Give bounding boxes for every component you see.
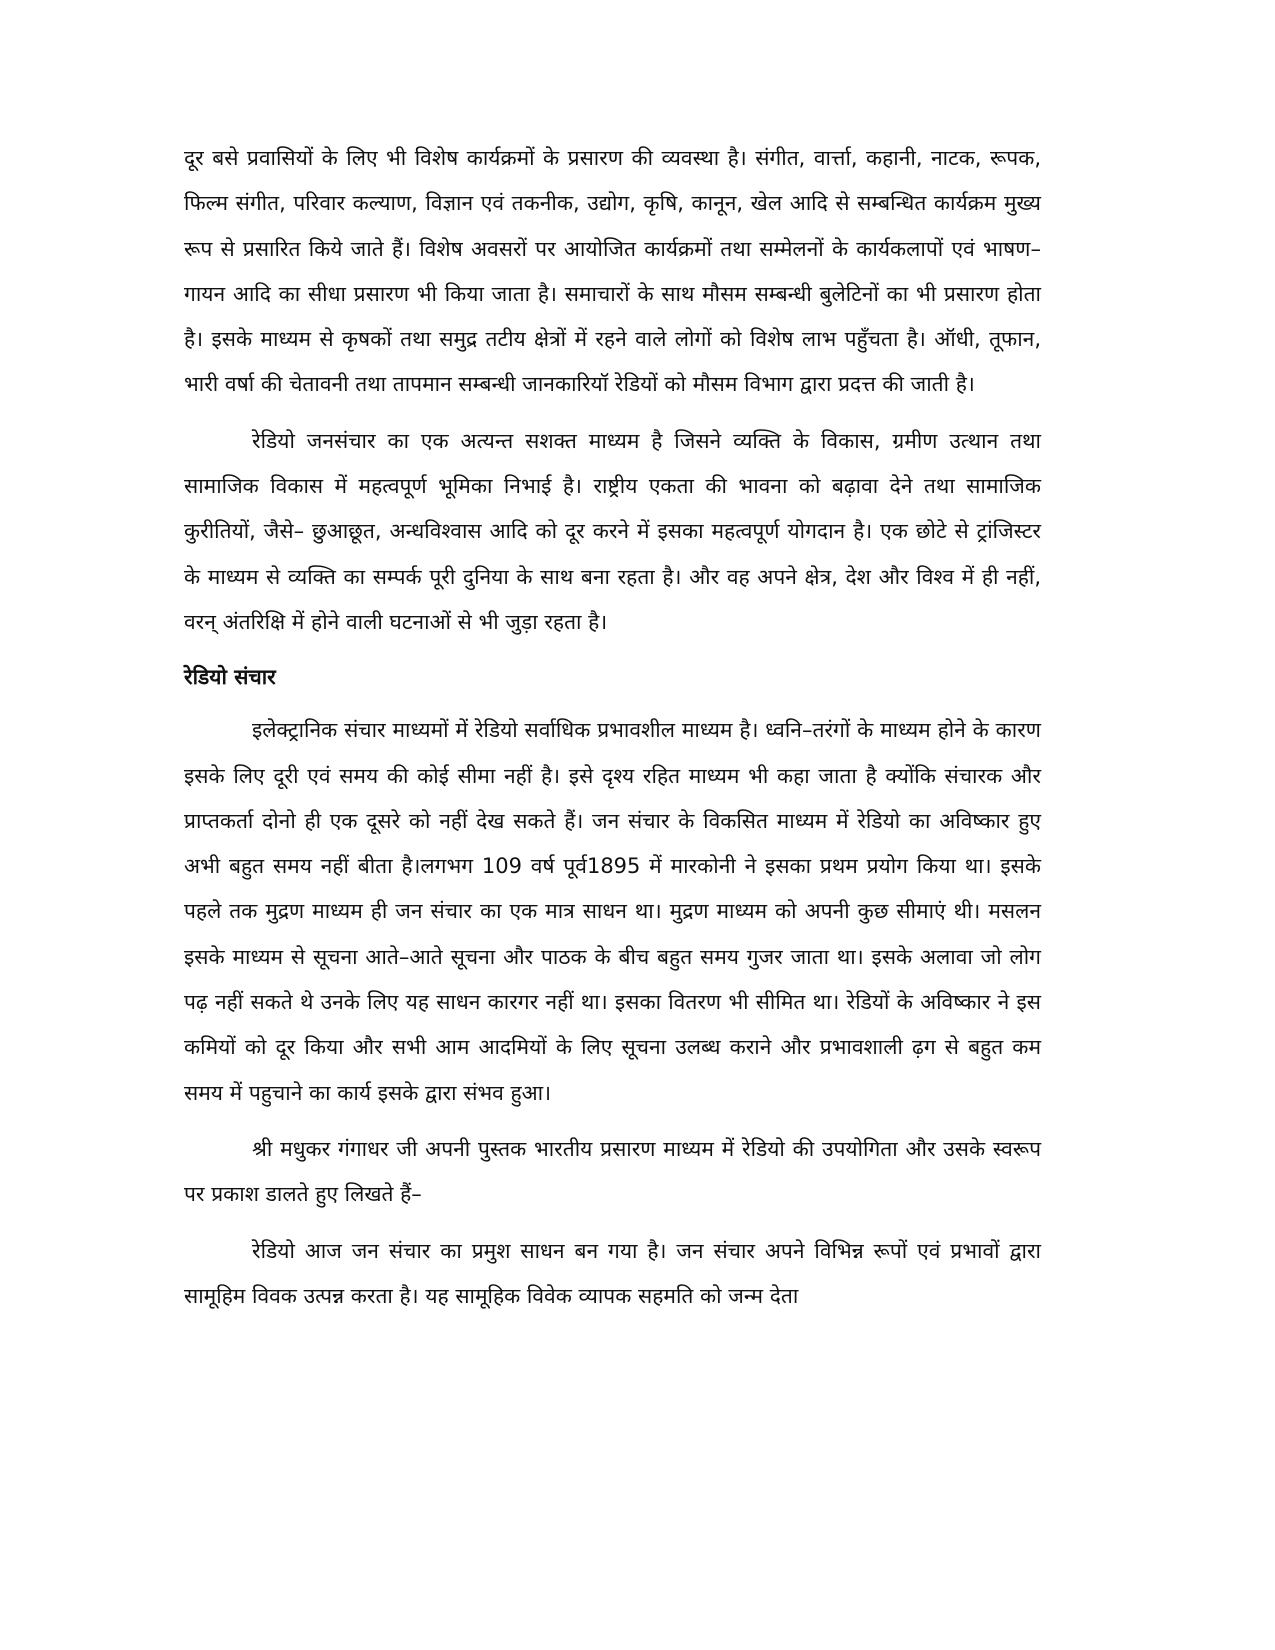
document-body: [184, 136, 1041, 1319]
paragraph-broadcast-programs: दूर बसे प्रवासियों के लिए भी विशेष कार्यक्रमों के प्रसारण की व्यवस्था है। संगीत, वार्त्ता, कहानी, नाटक, रूपक, फिल्म संगीत, परिवार कल्याण, विज्ञान एवं तकनीक, उद्योग, कृषि, कानून, खेल आदि से सम्बन्धित कार्यक्रम मुख्य रूप से प्रसारित किये जाते हैं। विशेष अवसरों पर आयोजित कार्यक्रमों तथा सम्मेलनों के कार्यकलापों एवं भाषण–गायन आदि का सीधा प्रसारण भी किया जाता है। समाचारों के साथ मौसम सम्बन्धी बुलेटिनों का भी प्रसारण होता है। इसके माध्यम से कृषकों तथा समुद्र तटीय क्षेत्रों में रहने वाले लोगों को विशेष लाभ पहुँचता है। ऑधी, तूफान, भारी वर्षा की चेतावनी तथा तापमान सम्बन्धी जानकारियॉ रेडियों को मौसम विभाग द्वारा प्रदत्त की जाती है।: [184, 146, 1041, 397]
section-heading-radio-communication: रेडियो संचार: [184, 665, 276, 690]
paragraph-madhukar-gangadhar: श्री मधुकर गंगाधर जी अपनी पुस्तक भारतीय प्रसारण माध्यम में रेडियो की उपयोगिता और उसके स्वरूप पर प्रकाश डालते हुए लिखते हैं–: [184, 1136, 1041, 1207]
paragraph-electronic-media: इलेक्ट्रानिक संचार माध्यमों में रेडियो सर्वाधिक प्रभावशील माध्यम है। ध्वनि–तरंगों के माध्यम होने के कारण इसके लिए दूरी एवं समय की कोई सीमा नहीं है। इसे दृश्य रहित माध्यम भी कहा जाता है क्योंकि संचारक और प्राप्तकर्ता दोनो ही एक दूसरे को नहीं देख सकते हैं। जन संचार के विकसित माध्यम में रेडियो का अविष्कार हुए अभी बहुत समय नहीं बीता है।लगभग 109 वर्ष पूर्व1895 में मारकोनी ने इसका प्रथम प्रयोग किया था। इसके पहले तक मुद्रण माध्यम ही जन संचार का एक मात्र साधन था। मुद्रण माध्यम को अपनी कुछ सीमाएं थी। मसलन इसके माध्यम से सूचना आते–आते सूचना और पाठक के बीच बहुत समय गुजर जाता था। इसके अलावा जो लोग पढ़ नहीं सकते थे उनके लिए यह साधन कारगर नहीं था। इसका वितरण भी सीमित था। रेडियों के अविष्कार ने इस कमियों को दूर किया और सभी आम आदमियों के लिए सूचना उलब्ध कराने और प्रभावशाली ढ़ग से बहुत कम समय में पहुचाने का कार्य इसके द्वारा संभव हुआ।: [184, 718, 1041, 1105]
paragraph-quote-radio-today: रेडियो आज जन संचार का प्रमुश साधन बन गया है। जन संचार अपने विभिन्न रूपों एवं प्रभावों द्वारा सामूहिम विवक उत्पन्न करता है। यह सामूहिक विवेक व्यापक सहमति को जन्म देता: [184, 1238, 1041, 1308]
paragraph-radio-mass-communication: रेडियो जनसंचार का एक अत्यन्त सशक्त माध्यम है जिसने व्यक्ति के विकास, ग्रमीण उत्थान तथा सामाजिक विकास में महत्वपूर्ण भूमिका निभाई है। राष्ट्रीय एकता की भावना को बढ़ावा देने तथा सामाजिक कुरीतियों, जैसे– छुआछूत, अन्धविश्वास आदि को दूर करने में इसका महत्वपूर्ण योगदान है। एक छोटे से ट्रांजिस्टर के माध्यम से व्यक्ति का सम्पर्क पूरी दुनिया के साथ बना रहता है। और वह अपने क्षेत्र, देश और विश्व में ही नहीं, वरन् अंतरिक्षि में होने वाली घटनाओं से भी जुड़ा रहता है।: [184, 428, 1041, 634]
